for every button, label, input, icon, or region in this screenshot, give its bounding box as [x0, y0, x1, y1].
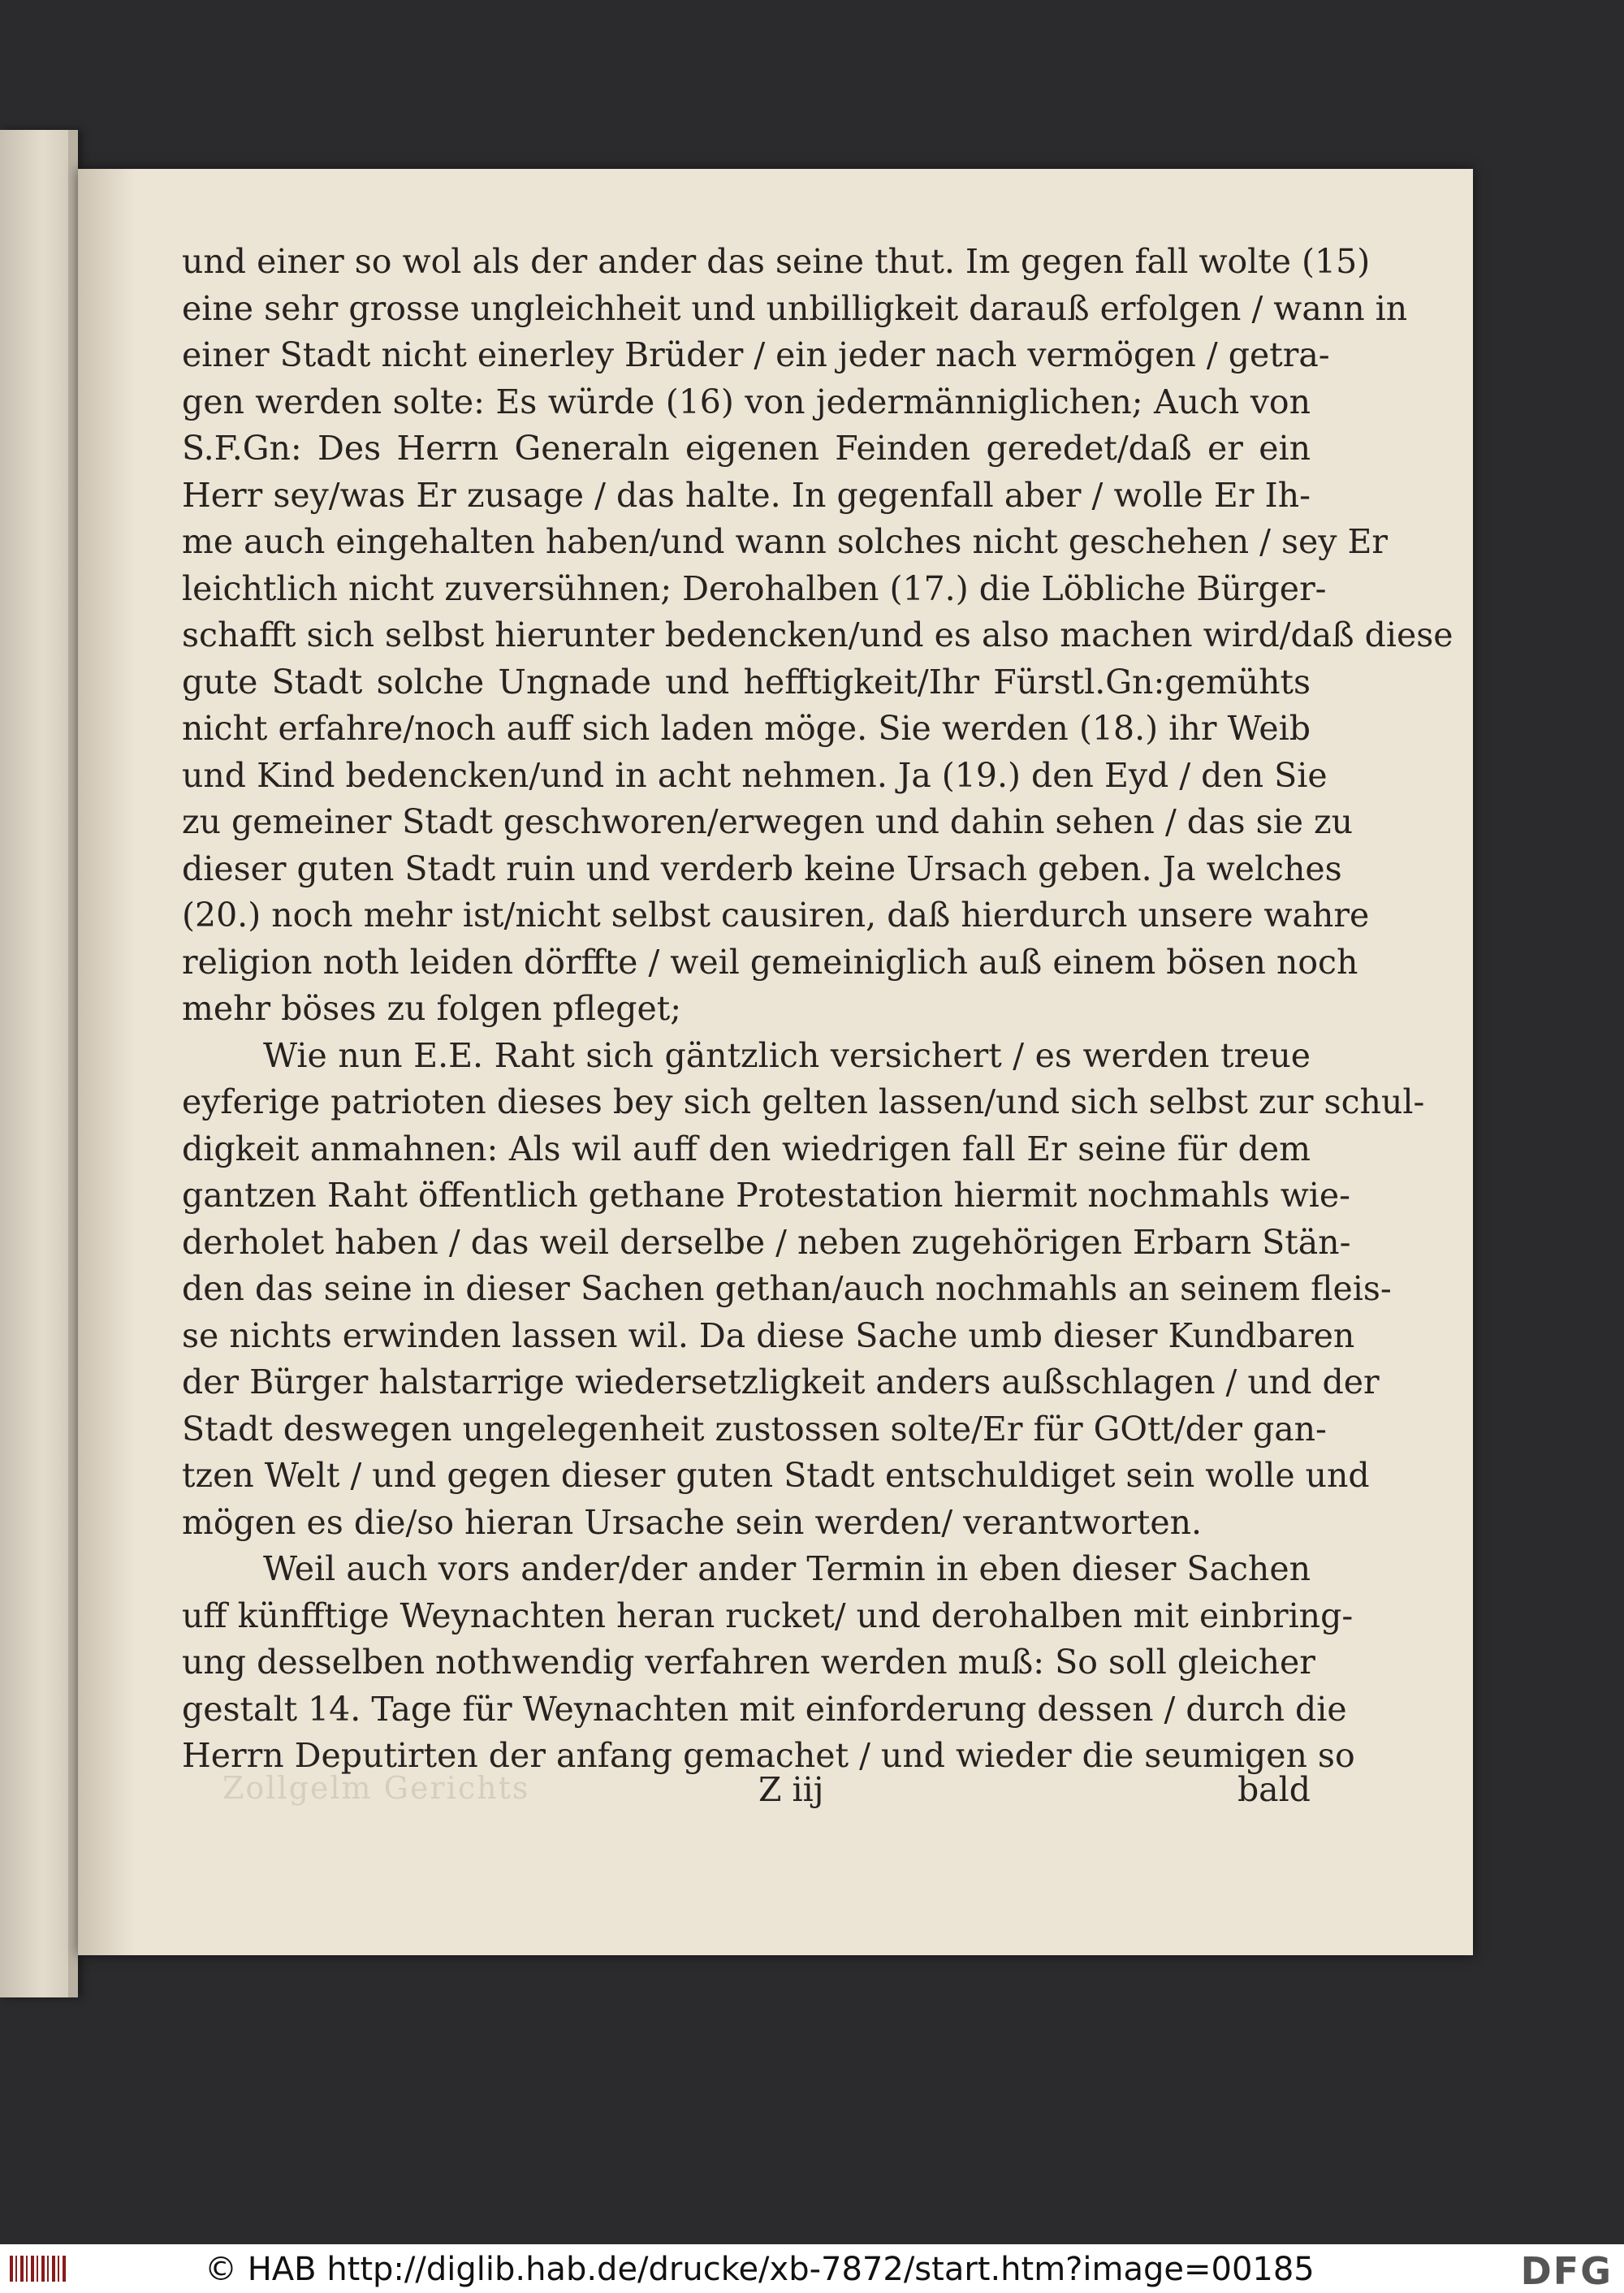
page-footer-line — [182, 1770, 1311, 1819]
text-line: leichtlich nicht zuversühnen; Derohalben (17.) die Löbliche Bürger- — [182, 568, 1327, 608]
text-line: religion noth leiden dörffte / weil gemeiniglich auß einem bösen noch — [182, 942, 1358, 982]
previous-page-edge — [0, 130, 78, 1997]
copyright-link[interactable]: © HAB http://diglib.hab.de/drucke/xb-7872/start.htm?image=00185 — [205, 2251, 1315, 2288]
text-line: mögen es die/so hieran Ursache sein werden/ verantworten. — [182, 1502, 1203, 1542]
text-line: Herr sey/was Er zusage / das halte. In gegenfall aber / wolle Er Ih- — [182, 475, 1311, 515]
text-line: und Kind bedencken/und in acht nehmen. Ja (19.) den Eyd / den Sie — [182, 755, 1328, 795]
text-line: Weil auch vors ander/der ander Termin in eben dieser Sachen — [263, 1549, 1311, 1588]
text-line: digkeit anmahnen: Als wil auff den wiedrigen fall Er seine für dem — [182, 1129, 1311, 1168]
text-line: derholet haben / das weil derselbe / neben zugehörigen Erbarn Stän- — [182, 1222, 1351, 1262]
text-line: dieser guten Stadt ruin und verderb keine Ursach geben. Ja welches — [182, 849, 1342, 888]
text-line: eine sehr grosse ungleichheit und unbilligkeit darauß erfolgen / wann in — [182, 288, 1408, 328]
text-line: uff künfftige Weynachten heran rucket/ und derohalben mit einbring- — [182, 1596, 1354, 1635]
text-line: (20.) noch mehr ist/nicht selbst causiren, daß hierdurch unsere wahre — [182, 896, 1370, 935]
text-line: ung desselben nothwendig verfahren werden muß: So soll gleicher — [182, 1643, 1315, 1682]
text-line: se nichts erwinden lassen wil. Da diese Sache umb dieser Kundbaren — [182, 1315, 1355, 1355]
page-shadow — [68, 130, 78, 1997]
text-line: schafft sich selbst hierunter bedencken/und es also machen wird/daß diese — [182, 615, 1453, 654]
text-line: den das seine in dieser Sachen gethan/auch nochmahls an seinem fleis- — [182, 1269, 1392, 1308]
text-line: und einer so wol als der ander das seine thut. Im gegen fall wolte (15) — [182, 242, 1371, 281]
text-line: gestalt 14. Tage für Weynachten mit einforderung dessen / durch die — [182, 1689, 1347, 1729]
text-line: Stadt deswegen ungelegenheit zustossen solte/Er für GOtt/der gan- — [182, 1409, 1327, 1449]
viewer-footer-bar — [0, 2244, 1624, 2293]
bleed-through-text: Zollgelm Gerichts — [222, 1770, 530, 1806]
catchword: bald — [1237, 1770, 1311, 1809]
text-line: eyferige patrioten dieses bey sich gelten lassen/und sich selbst zur schul- — [182, 1082, 1425, 1121]
text-line: tzen Welt / und gegen dieser guten Stadt entschuldiget sein wolle und — [182, 1456, 1370, 1495]
signature-mark: Z iij — [758, 1770, 824, 1809]
text-line: me auch eingehalten haben/und wann solches nicht geschehen / sey Er — [182, 522, 1389, 561]
text-line: Wie nun E.E. Raht sich gäntzlich versichert / es werden treue — [263, 1035, 1311, 1075]
scanned-page — [78, 169, 1473, 1955]
text-line: einer Stadt nicht einerley Brüder / ein jeder nach vermögen / getra- — [182, 335, 1330, 374]
text-line: der Bürger halstarrige wiedersetzligkeit anders außschlagen / und der — [182, 1362, 1380, 1401]
text-line: Herrn Deputirten der anfang gemachet / und wieder die seumigen so — [182, 1736, 1355, 1775]
text-line: gen werden solte: Es würde (16) von jedermänniglichen; Auch von — [182, 382, 1311, 421]
text-line: nicht erfahre/noch auff sich laden möge. Sie werden (18.) ihr Weib — [182, 709, 1311, 748]
text-line: gute Stadt solche Ungnade und hefftigkeit/Ihr Fürstl.Gn:gemühts — [182, 662, 1311, 702]
text-line: S.F.Gn: Des Herrn Generaln eigenen Feinden geredet/daß er ein — [182, 429, 1311, 468]
page-text — [182, 239, 1453, 1780]
dfg-logo: DFG — [1520, 2249, 1613, 2293]
barcode-icon — [10, 2256, 68, 2282]
text-line: mehr böses zu folgen pfleget; — [182, 989, 682, 1028]
text-line: gantzen Raht öffentlich gethane Protestation hiermit nochmahls wie- — [182, 1176, 1351, 1215]
text-line: zu gemeiner Stadt geschworen/erwegen und dahin sehen / das sie zu — [182, 802, 1354, 841]
